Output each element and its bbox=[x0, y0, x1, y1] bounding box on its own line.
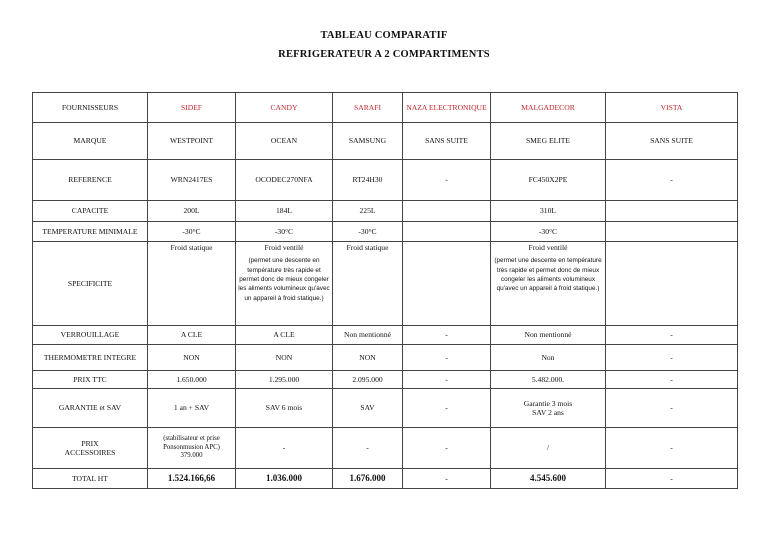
cell bbox=[491, 242, 606, 326]
table-row-temperature bbox=[33, 222, 738, 242]
cell: 200L bbox=[148, 201, 236, 222]
table-row-garantie bbox=[33, 389, 738, 428]
cell: WESTPOINT bbox=[148, 123, 236, 160]
cell bbox=[403, 201, 491, 222]
cell: Non mentionné bbox=[333, 326, 403, 345]
cell bbox=[606, 242, 738, 326]
table-row-reference bbox=[33, 160, 738, 201]
cell: Non bbox=[491, 345, 606, 371]
row-label: PRIX TTC bbox=[33, 371, 148, 389]
cell: -30°C bbox=[148, 222, 236, 242]
table-row-total bbox=[33, 469, 738, 489]
cell: 4.545.600 bbox=[491, 469, 606, 489]
cell-note: (permet une descente en température très rapide et permet donc de mieux congeler les aliments volumineux qu'avec un appareil à froid statique.) bbox=[494, 257, 602, 293]
cell: Non mentionné bbox=[491, 326, 606, 345]
cell bbox=[606, 201, 738, 222]
header-vista: VISTA bbox=[606, 93, 738, 123]
cell: - bbox=[606, 345, 738, 371]
cell: A CLE bbox=[148, 326, 236, 345]
cell bbox=[236, 242, 333, 326]
cell: OCODEC270NFA bbox=[236, 160, 333, 201]
row-label: SPECIFICITE bbox=[33, 242, 148, 326]
cell: NON bbox=[333, 345, 403, 371]
cell: 1.036.000 bbox=[236, 469, 333, 489]
row-label: VERROUILLAGE bbox=[33, 326, 148, 345]
header-fournisseurs: FOURNISSEURS bbox=[33, 93, 148, 123]
cell: SAMSUNG bbox=[333, 123, 403, 160]
header-sarafi: SARAFI bbox=[333, 93, 403, 123]
cell: 5.482.000. bbox=[491, 371, 606, 389]
cell: RT24H30 bbox=[333, 160, 403, 201]
cell: OCEAN bbox=[236, 123, 333, 160]
cell bbox=[606, 222, 738, 242]
cell: - bbox=[403, 345, 491, 371]
cell-head: Froid ventilé bbox=[528, 243, 568, 252]
cell: 2.095.000 bbox=[333, 371, 403, 389]
cell: SANS SUITE bbox=[403, 123, 491, 160]
cell: SAV bbox=[333, 389, 403, 428]
row-label: CAPACITE bbox=[33, 201, 148, 222]
cell: - bbox=[606, 389, 738, 428]
header-malgadecor: MALGADECOR bbox=[491, 93, 606, 123]
cell: - bbox=[403, 371, 491, 389]
row-label-line: PRIX bbox=[81, 438, 99, 448]
cell: - bbox=[333, 428, 403, 469]
row-label: TOTAL HT bbox=[33, 469, 148, 489]
cell: -30°C bbox=[333, 222, 403, 242]
cell: - bbox=[403, 428, 491, 469]
cell-line: 379.000 bbox=[180, 452, 203, 460]
cell bbox=[403, 222, 491, 242]
table-row-specificite bbox=[33, 242, 738, 326]
cell: -30°C bbox=[236, 222, 333, 242]
cell: A CLE bbox=[236, 326, 333, 345]
cell: - bbox=[403, 389, 491, 428]
cell: NON bbox=[148, 345, 236, 371]
cell-line: (stabilisateur et prise bbox=[163, 435, 220, 443]
row-label: GARANTIE et SAV bbox=[33, 389, 148, 428]
cell: - bbox=[606, 371, 738, 389]
cell: 184L bbox=[236, 201, 333, 222]
cell-line: SAV 2 ans bbox=[532, 408, 564, 417]
row-label bbox=[33, 428, 148, 469]
row-label: REFERENCE bbox=[33, 160, 148, 201]
row-label: THERMOMETRE INTEGRE bbox=[33, 345, 148, 371]
cell-line: Ponsonmusion APC) bbox=[163, 443, 220, 451]
cell: SANS SUITE bbox=[606, 123, 738, 160]
row-label: TEMPERATURE MINIMALE bbox=[33, 222, 148, 242]
table-row-accessoires bbox=[33, 428, 738, 469]
row-label-line: ACCESSOIRES bbox=[64, 448, 116, 457]
cell: 1.524.166,66 bbox=[148, 469, 236, 489]
cell: 310L bbox=[491, 201, 606, 222]
cell: - bbox=[606, 469, 738, 489]
header-sidef: SIDEF bbox=[148, 93, 236, 123]
cell: WRN2417ES bbox=[148, 160, 236, 201]
cell: Froid statique bbox=[333, 242, 403, 326]
cell: - bbox=[403, 160, 491, 201]
cell: - bbox=[236, 428, 333, 469]
page-title: TABLEAU COMPARATIF bbox=[320, 30, 448, 41]
cell bbox=[403, 242, 491, 326]
cell: - bbox=[606, 160, 738, 201]
cell: - bbox=[403, 469, 491, 489]
cell-note: (permet une descente en température très rapide et permet donc de mieux congeler les aliments volumineux qu'avec un appareil à froid statique.) bbox=[238, 257, 330, 302]
cell: 1 an + SAV bbox=[148, 389, 236, 428]
page-subtitle: REFRIGERATEUR A 2 COMPARTIMENTS bbox=[278, 49, 490, 60]
cell: / bbox=[491, 428, 606, 469]
cell: - bbox=[606, 428, 738, 469]
table-row-prix-ttc bbox=[33, 371, 738, 389]
header-candy: CANDY bbox=[236, 93, 333, 123]
cell: - bbox=[606, 326, 738, 345]
cell: 1.295.000 bbox=[236, 371, 333, 389]
cell: -30°C bbox=[491, 222, 606, 242]
cell: 1.650.000 bbox=[148, 371, 236, 389]
table-header-row bbox=[33, 93, 738, 123]
cell-head: Froid ventilé bbox=[264, 243, 304, 252]
cell-line: Garantie 3 mois bbox=[523, 398, 573, 408]
table-row-marque bbox=[33, 123, 738, 160]
cell: SMEG ELITE bbox=[491, 123, 606, 160]
comparison-table bbox=[32, 92, 738, 489]
table-row-verrouillage bbox=[33, 326, 738, 345]
table-row-capacite bbox=[33, 201, 738, 222]
header-naza: NAZA ELECTRONIQUE bbox=[403, 93, 491, 123]
cell: FC450X2PE bbox=[491, 160, 606, 201]
cell: Froid statique bbox=[148, 242, 236, 326]
cell bbox=[491, 389, 606, 428]
cell: SAV 6 mois bbox=[236, 389, 333, 428]
cell: 225L bbox=[333, 201, 403, 222]
cell: NON bbox=[236, 345, 333, 371]
cell: - bbox=[403, 326, 491, 345]
table-row-thermometre bbox=[33, 345, 738, 371]
cell bbox=[148, 428, 236, 469]
row-label: MARQUE bbox=[33, 123, 148, 160]
cell: 1.676.000 bbox=[333, 469, 403, 489]
